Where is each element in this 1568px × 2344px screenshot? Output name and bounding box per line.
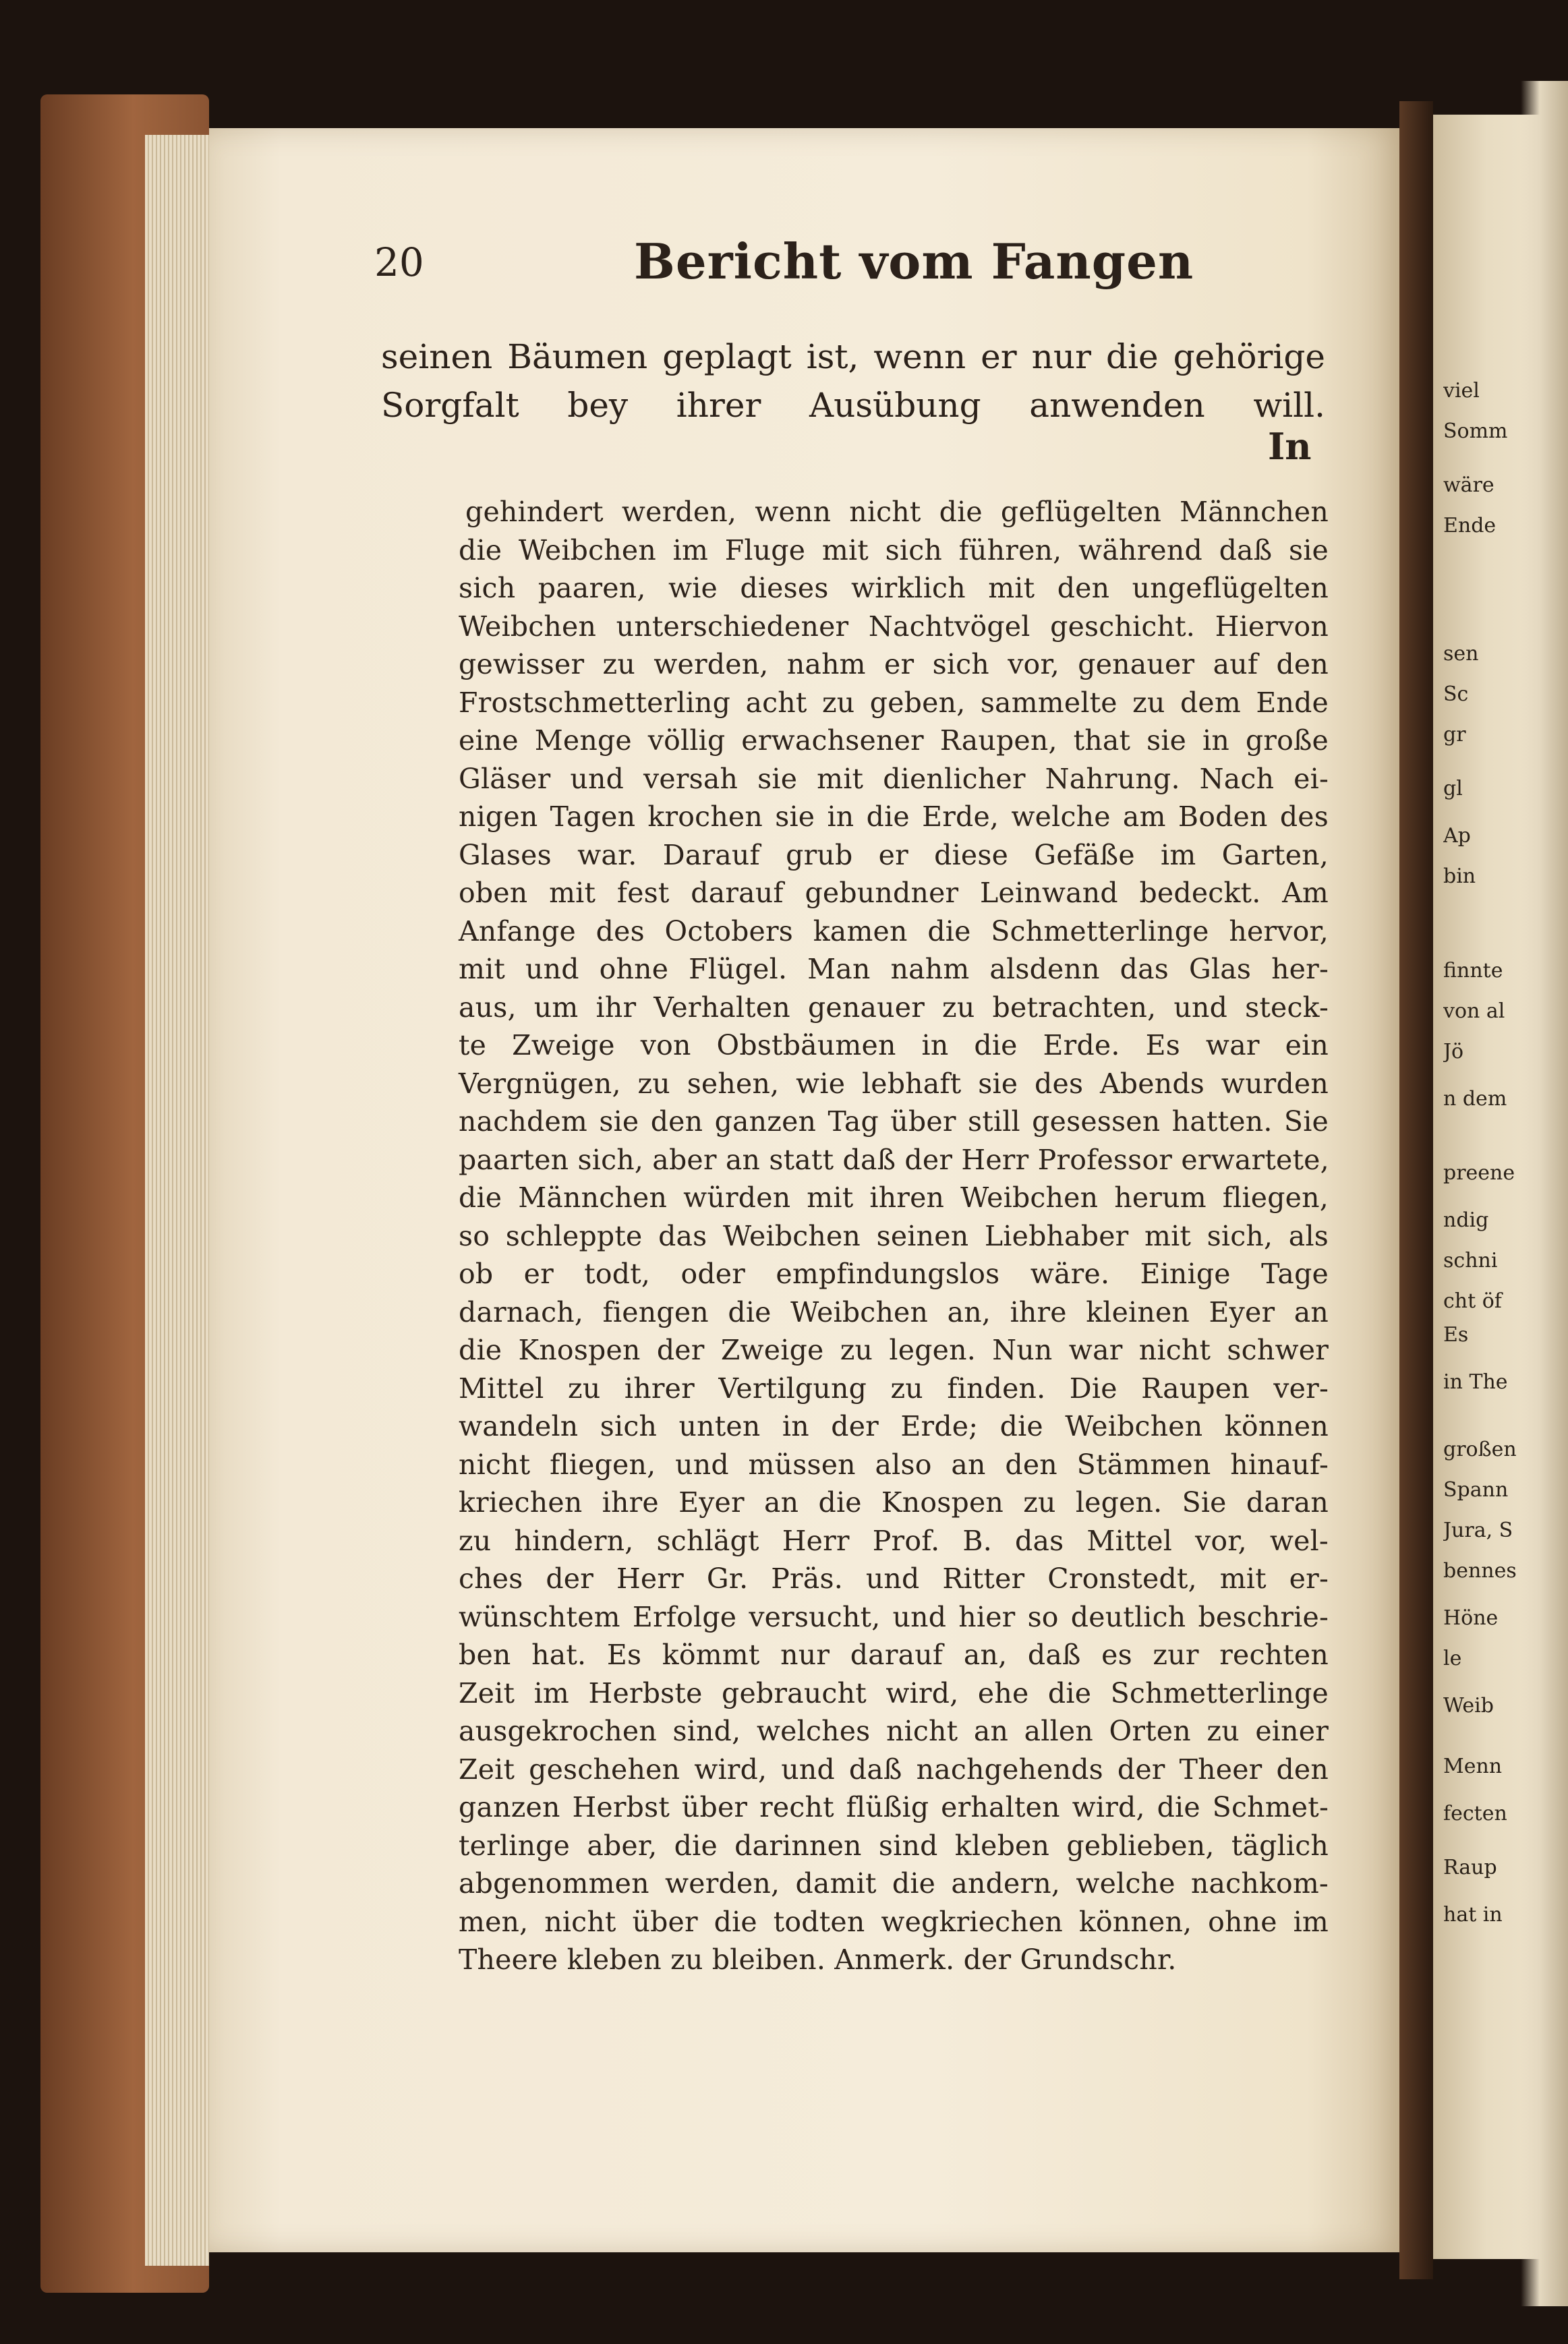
footnote-line: wünschtem Erfolge versucht, und hier so deutlich beschrie-	[459, 1600, 1329, 1633]
facing-page-fragment: Spann	[1443, 1478, 1509, 1502]
facing-page-fragment: Höne	[1443, 1606, 1499, 1630]
facing-page-fragment: gl	[1443, 777, 1463, 800]
footnote-line: gehindert werden, wenn nicht die geflügelten Männchen	[465, 496, 1329, 528]
footnote-line: ben hat. Es kömmt nur darauf an, daß es zur rechten	[459, 1639, 1329, 1671]
footnote-line: Gläser und versah sie mit dienlicher Nahrung. Nach ei-	[459, 762, 1329, 795]
footnote-line: ausgekrochen sind, welches nicht an allen Orten zu einer	[459, 1715, 1329, 1747]
intro-line: Sorgfalt bey ihrer Ausübung anwenden will.	[381, 386, 1325, 425]
footnote-line: Weibchen unterschiedener Nachtvögel geschicht. Hiervon	[459, 610, 1329, 643]
facing-page-fragment: Ende	[1443, 514, 1497, 537]
footnote-line: Mittel zu ihrer Vertilgung zu finden. Die Raupen ver-	[459, 1372, 1329, 1405]
facing-page-fragment: sen	[1443, 642, 1479, 666]
facing-page-fragment: Somm	[1443, 419, 1508, 443]
facing-page-fragment: wäre	[1443, 473, 1494, 497]
footnote-line: die Weibchen im Fluge mit sich führen, während daß sie	[459, 533, 1329, 566]
facing-page-fragment: Weib	[1443, 1694, 1494, 1718]
facing-page-fragment: bin	[1443, 865, 1476, 888]
intro-line: seinen Bäumen geplagt ist, wenn er nur die gehörige	[381, 337, 1325, 376]
footnote-line: Glases war. Darauf grub er diese Gefäße im Garten,	[459, 838, 1329, 871]
facing-page-fragment: von al	[1443, 999, 1505, 1023]
facing-page-fragment: Menn	[1443, 1755, 1503, 1778]
facing-page-fragment: Es	[1443, 1323, 1469, 1347]
page-number: 20	[374, 239, 424, 285]
footnote-line: Theere kleben zu bleiben. Anmerk. der Grundschr.	[459, 1943, 1177, 1976]
book-gutter	[1399, 101, 1433, 2279]
footnote-line: Zeit im Herbste gebraucht wird, ehe die Schmetterlinge	[459, 1676, 1329, 1709]
facing-page-fragment: fecten	[1443, 1802, 1507, 1825]
facing-page-fragment: schni	[1443, 1249, 1498, 1272]
footnote-line: oben mit fest darauf gebundner Leinwand bedeckt. Am	[459, 877, 1329, 909]
facing-page-fragment: hat in	[1443, 1903, 1503, 1927]
facing-page-fragment: n dem	[1443, 1087, 1507, 1111]
footnote-line: nicht fliegen, und müssen also an den Stämmen hinauf-	[459, 1448, 1329, 1481]
footnote-line: sich paaren, wie dieses wirklich mit den ungeflügelten	[459, 572, 1329, 604]
facing-page-fragment: viel	[1443, 379, 1480, 403]
footnote-line: ganzen Herbst über recht flüßig erhalten wird, die Schmet-	[459, 1791, 1329, 1823]
facing-page-fragment: le	[1443, 1647, 1462, 1670]
footnote-line: die Männchen würden mit ihren Weibchen herum fliegen,	[459, 1181, 1329, 1214]
footnote-line: men, nicht über die todten wegkriechen können, ohne im	[459, 1905, 1329, 1938]
footnote-line: so schleppte das Weibchen seinen Liebhaber mit sich, als	[459, 1219, 1329, 1252]
footnote-line: wandeln sich unten in der Erde; die Weibchen können	[459, 1410, 1329, 1442]
facing-page-fragment: cht öf	[1443, 1289, 1502, 1313]
footnote-line: mit und ohne Flügel. Man nahm alsdenn das Glas her-	[459, 953, 1329, 985]
facing-page-fragment: Jura, S	[1443, 1519, 1513, 1542]
footnote-line: nigen Tagen krochen sie in die Erde, welche am Boden des	[459, 800, 1329, 833]
footnote-line: te Zweige von Obstbäumen in die Erde. Es war ein	[459, 1029, 1329, 1061]
footnote-line: zu hindern, schlägt Herr Prof. B. das Mittel vor, wel-	[459, 1524, 1329, 1557]
catchword: In	[1268, 425, 1312, 468]
footnote-line: paarten sich, aber an statt daß der Herr Professor erwartete,	[459, 1143, 1329, 1176]
footnote-line: Anfange des Octobers kamen die Schmetterlinge hervor,	[459, 914, 1329, 947]
footnote-line: terlinge aber, die darinnen sind kleben geblieben, täglich	[459, 1829, 1329, 1862]
footnote-line: aus, um ihr Verhalten genauer zu betrachten, und steck-	[459, 991, 1329, 1024]
facing-page-fragment: preene	[1443, 1161, 1515, 1185]
running-head: Bericht vom Fangen	[634, 233, 1194, 290]
footnote-line: eine Menge völlig erwachsener Raupen, that sie in große	[459, 724, 1329, 757]
footnote-line: Frostschmetterling acht zu geben, sammelte zu dem Ende	[459, 686, 1329, 719]
facing-page-fragment: Ap	[1443, 824, 1471, 848]
footnote-line: Zeit geschehen wird, und daß nachgehends der Theer den	[459, 1753, 1329, 1786]
footnote-line: Vergnügen, zu sehen, wie lebhaft sie des Abends wurden	[459, 1067, 1329, 1100]
facing-page-fragment: ndig	[1443, 1208, 1489, 1232]
facing-page-edge	[1521, 81, 1568, 2306]
footnote-line: ches der Herr Gr. Präs. und Ritter Cronstedt, mit er-	[459, 1562, 1329, 1595]
facing-page-fragment: großen	[1443, 1438, 1517, 1461]
page-edges	[145, 135, 209, 2266]
facing-page-fragment: gr	[1443, 723, 1466, 746]
facing-page-fragment: in The	[1443, 1370, 1508, 1394]
facing-page-fragment: bennes	[1443, 1559, 1517, 1583]
footnote-line: ob er todt, oder empfindungslos wäre. Einige Tage	[459, 1258, 1329, 1290]
facing-page-fragment: Raup	[1443, 1856, 1497, 1879]
footnote-line: darnach, fiengen die Weibchen an, ihre kleinen Eyer an	[459, 1295, 1329, 1328]
footnote-line: nachdem sie den ganzen Tag über still gesessen hatten. Sie	[459, 1105, 1329, 1138]
footnote-line: abgenommen werden, damit die andern, welche nachkom-	[459, 1867, 1329, 1900]
footnote-line: kriechen ihre Eyer an die Knospen zu legen. Sie daran	[459, 1486, 1329, 1519]
footnote-line: gewisser zu werden, nahm er sich vor, genauer auf den	[459, 648, 1329, 680]
facing-page-fragment: finnte	[1443, 959, 1503, 983]
footnote-line: die Knospen der Zweige zu legen. Nun war nicht schwer	[459, 1334, 1329, 1366]
facing-page-fragment: Sc	[1443, 682, 1469, 706]
facing-page-fragment: Jö	[1443, 1040, 1464, 1063]
